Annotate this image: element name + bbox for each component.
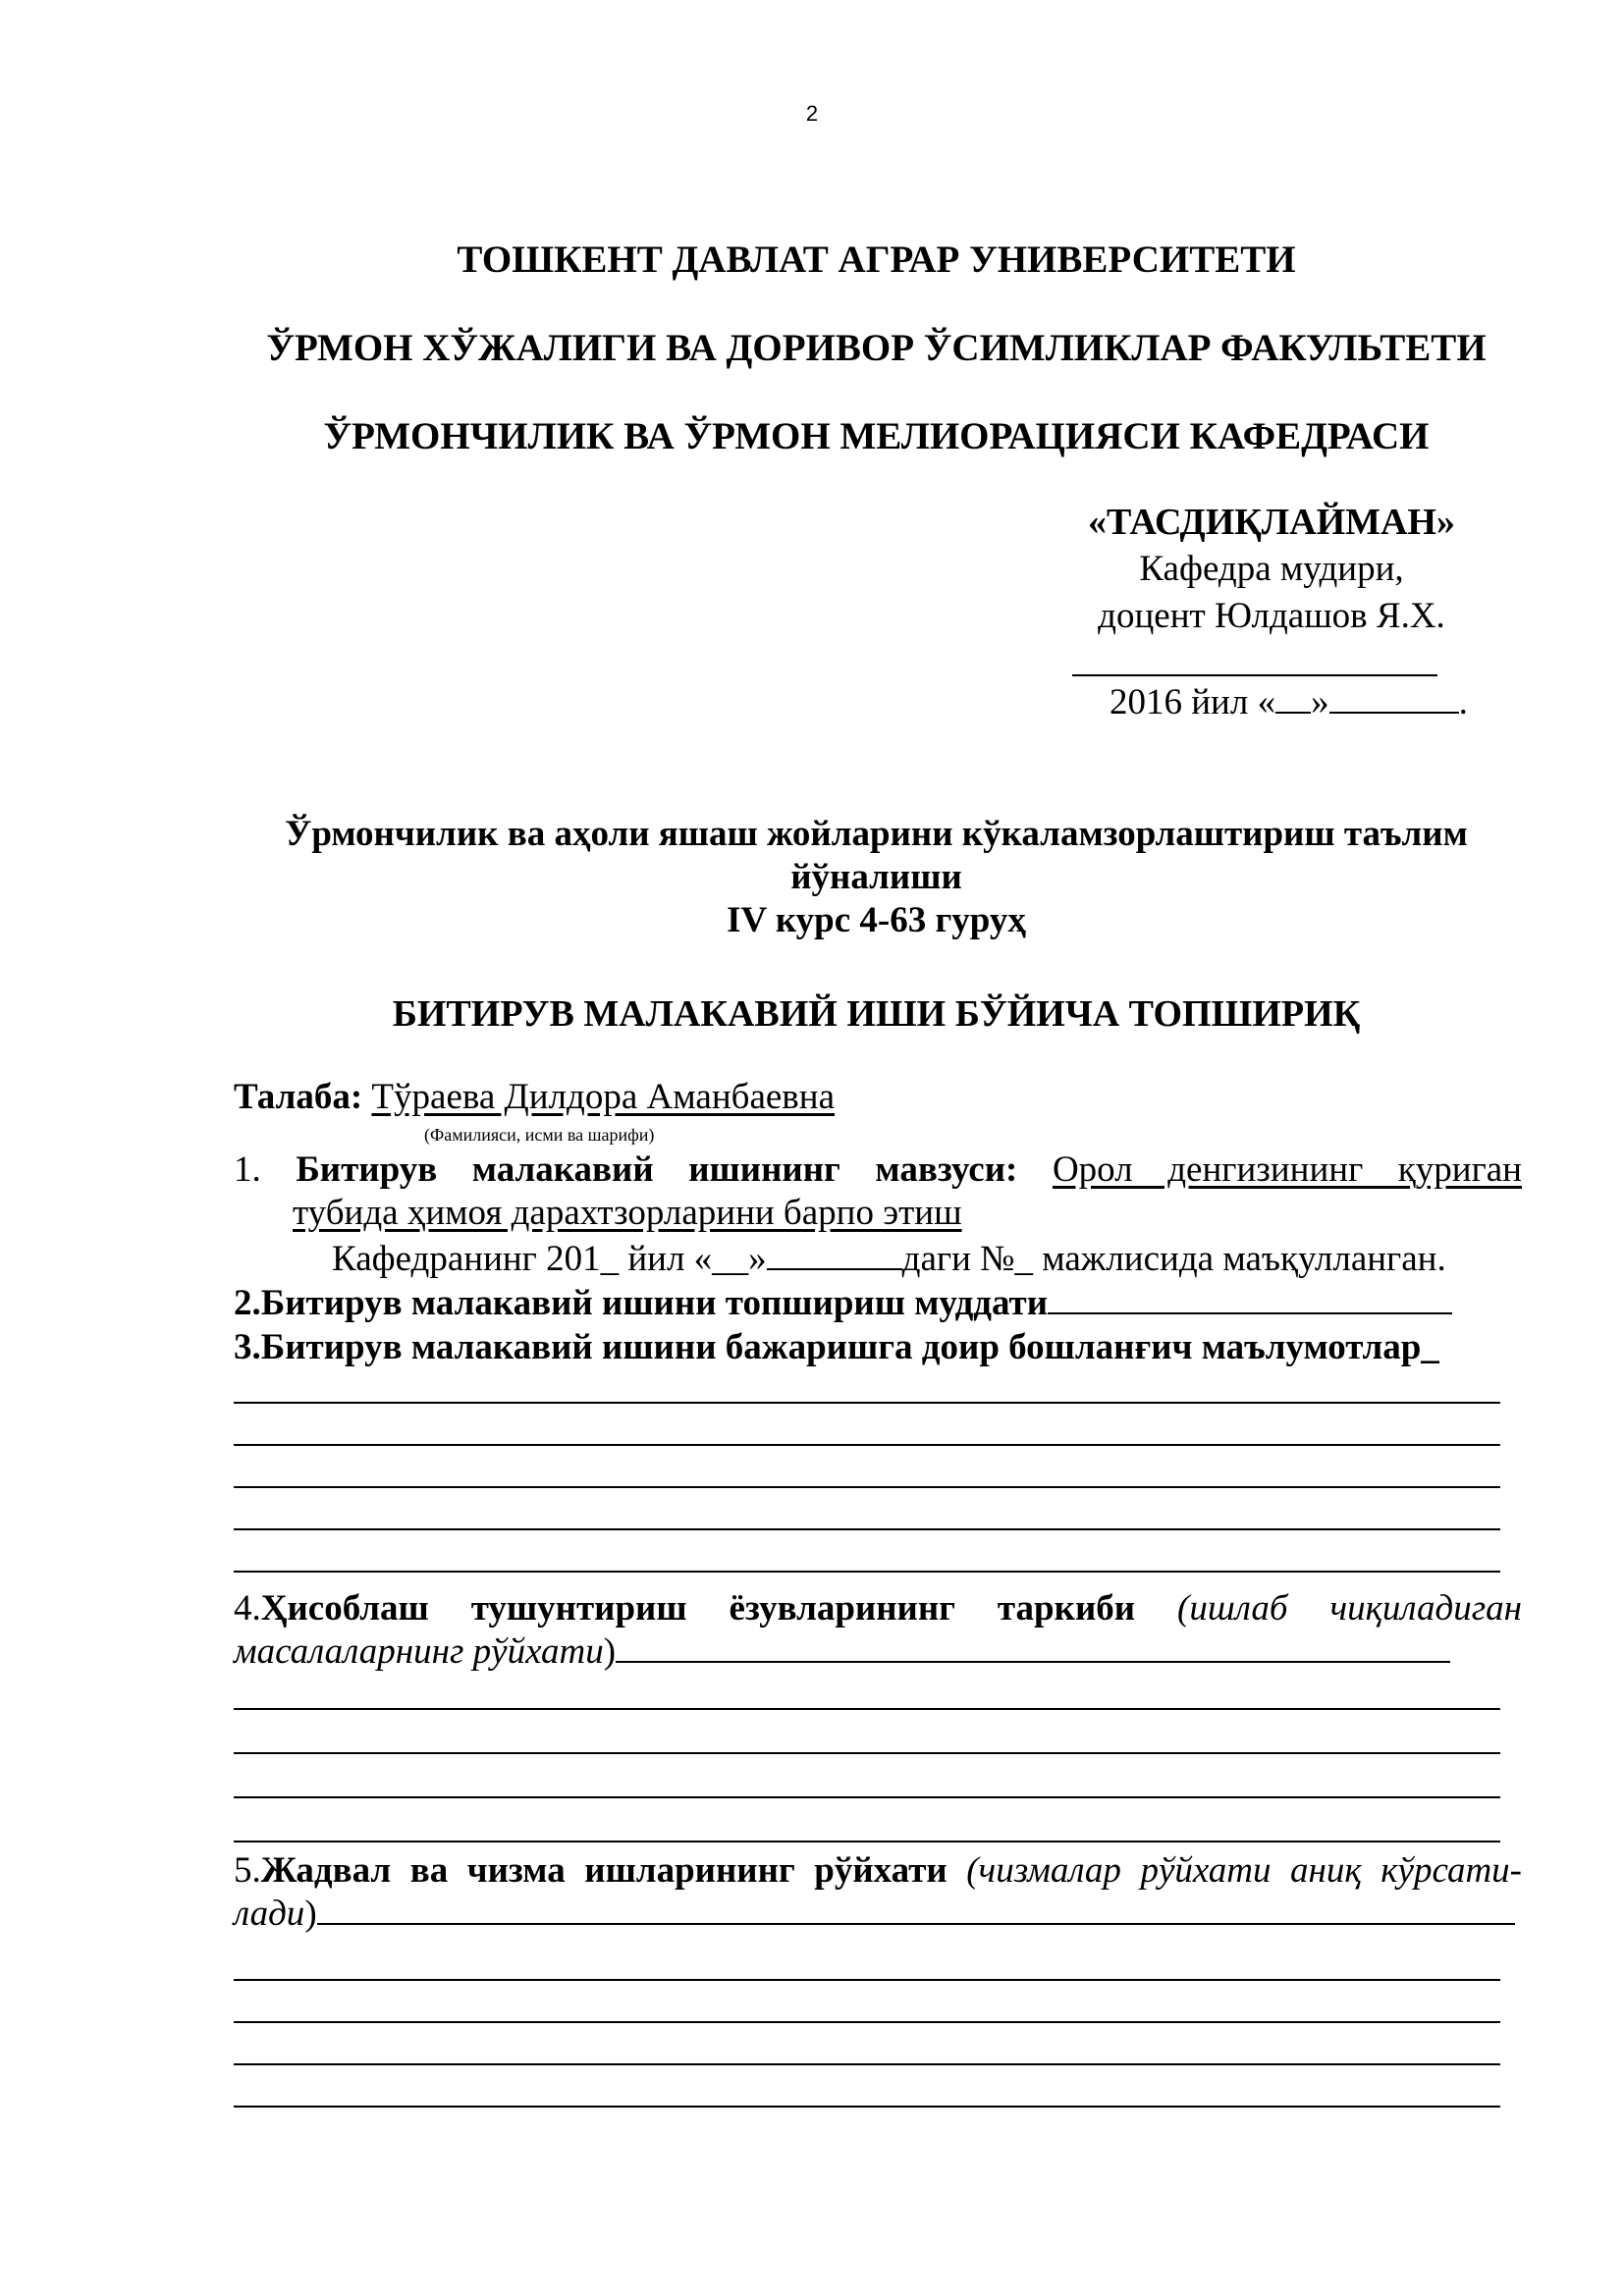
- item5-label: Жадвал ва чизма ишларининг рўйхати: [260, 1850, 947, 1891]
- approval-date-mid: »: [1311, 682, 1329, 722]
- item5-blank: [317, 1923, 1515, 1925]
- item4-close: ): [603, 1631, 617, 1672]
- student-label: Талаба:: [234, 1077, 363, 1117]
- item1-approved-row: [332, 1238, 1620, 1281]
- item4-note-row: [234, 1630, 1522, 1674]
- blank-line: [234, 1979, 1500, 1981]
- specialty-line3: IV курс 4-63 гуруҳ: [727, 900, 1026, 940]
- blank-line: [234, 1708, 1500, 1710]
- page-number: 2: [805, 101, 819, 126]
- signature-line: [1072, 674, 1437, 676]
- item5-note-b: лади: [234, 1894, 305, 1934]
- blank-line: [234, 1528, 1500, 1530]
- item1-row: [234, 1148, 1522, 1192]
- approval-date: [1110, 681, 1522, 724]
- item5-note-row: [234, 1893, 1522, 1936]
- item1-label: Битирув малакавий ишининг мавзуси:: [296, 1149, 1018, 1190]
- item5-note-a: (чизмалар рўйхати аниқ кўрсати-: [966, 1850, 1522, 1891]
- department-name: ЎРМОНЧИЛИК ВА ЎРМОН МЕЛИОРАЦИЯСИ КАФЕДРАСИ: [323, 415, 1430, 457]
- item1-approved-b: даги №_ мажлисида маъқулланган.: [901, 1239, 1446, 1279]
- university-name: ТОШКЕНТ ДАВЛАТ АГРАР УНИВЕРСИТЕТИ: [457, 239, 1296, 281]
- blank-line: [234, 1752, 1500, 1754]
- item4-row: [234, 1587, 1522, 1630]
- item1-topic-a: Орол денгизининг қуриган: [1052, 1149, 1522, 1190]
- item1-approved-a: Кафедранинг 201_ йил «__»: [332, 1239, 767, 1279]
- specialty-block: [236, 813, 1517, 942]
- blank-line: [234, 1486, 1500, 1488]
- faculty-name: ЎРМОН ХЎЖАЛИГИ ВА ДОРИВОР ЎСИМЛИКЛАР ФАКУЛЬТЕТИ: [266, 327, 1487, 369]
- item4-blank: [616, 1661, 1450, 1663]
- blank-line: [234, 2021, 1500, 2023]
- approval-date-end: .: [1458, 682, 1468, 722]
- item3-row: [234, 1326, 1522, 1369]
- item3-text: 3.Битирув малакавий ишини бажаришга доир бошланғич маълумотлар_: [234, 1327, 1439, 1367]
- approval-position: Кафедра мудири,: [1139, 549, 1404, 589]
- document-title: БИТИРУВ МАЛАКАВИЙ ИШИ БЎЙИЧА ТОПШИРИҚ: [392, 993, 1361, 1035]
- month-blank: [1329, 712, 1459, 714]
- specialty-line2: йўналиши: [790, 857, 962, 897]
- student-caption: (Фамилияси, исми ва шарифи): [424, 1125, 655, 1145]
- item1-topic-b: тубида ҳимоя дарахтзорларини барпо этиш: [293, 1193, 962, 1233]
- item4-note-a: (ишлаб чиқиладиган: [1177, 1588, 1522, 1629]
- item2-text: 2.Битирув малакавий ишини топшириш муддати: [234, 1283, 1049, 1323]
- blank-line: [234, 1796, 1500, 1798]
- day-blank: [1275, 712, 1311, 714]
- item5-close: ): [304, 1894, 317, 1934]
- month-blank-2: [767, 1268, 902, 1270]
- item4-note-b: масалаларнинг рўйхати: [234, 1631, 604, 1672]
- item5-number: 5.: [234, 1850, 261, 1891]
- blank-line: [234, 1571, 1500, 1573]
- approval-person: доцент Юлдашов Я.Х.: [1098, 596, 1445, 636]
- student-row: [234, 1076, 1522, 1119]
- blank-line: [234, 2063, 1500, 2065]
- item4-label: Ҳисоблаш тушунтириш ёзувларининг таркиби: [260, 1588, 1136, 1629]
- item2-blank: [1048, 1312, 1452, 1314]
- approval-date-prefix: 2016 йил «: [1110, 682, 1276, 722]
- item4-number: 4.: [234, 1588, 261, 1629]
- item2-row: [234, 1282, 1522, 1325]
- blank-line: [234, 1841, 1500, 1842]
- blank-line: [234, 2106, 1500, 2108]
- approval-title: «ТАСДИҚЛАЙМАН»: [1088, 502, 1455, 543]
- item1-number: 1.: [234, 1149, 261, 1190]
- specialty-line1: Ўрмончилик ва аҳоли яшаш жойларини кўкаламзорлаштириш таълим: [285, 814, 1468, 854]
- blank-line: [234, 1444, 1500, 1446]
- item5-row: [234, 1849, 1522, 1893]
- student-name: Тўраева Дилдора Аманбаевна: [371, 1077, 835, 1117]
- approval-block: [1060, 499, 1483, 640]
- blank-line: [234, 1402, 1500, 1404]
- item1-topic-b-row: [293, 1192, 1581, 1235]
